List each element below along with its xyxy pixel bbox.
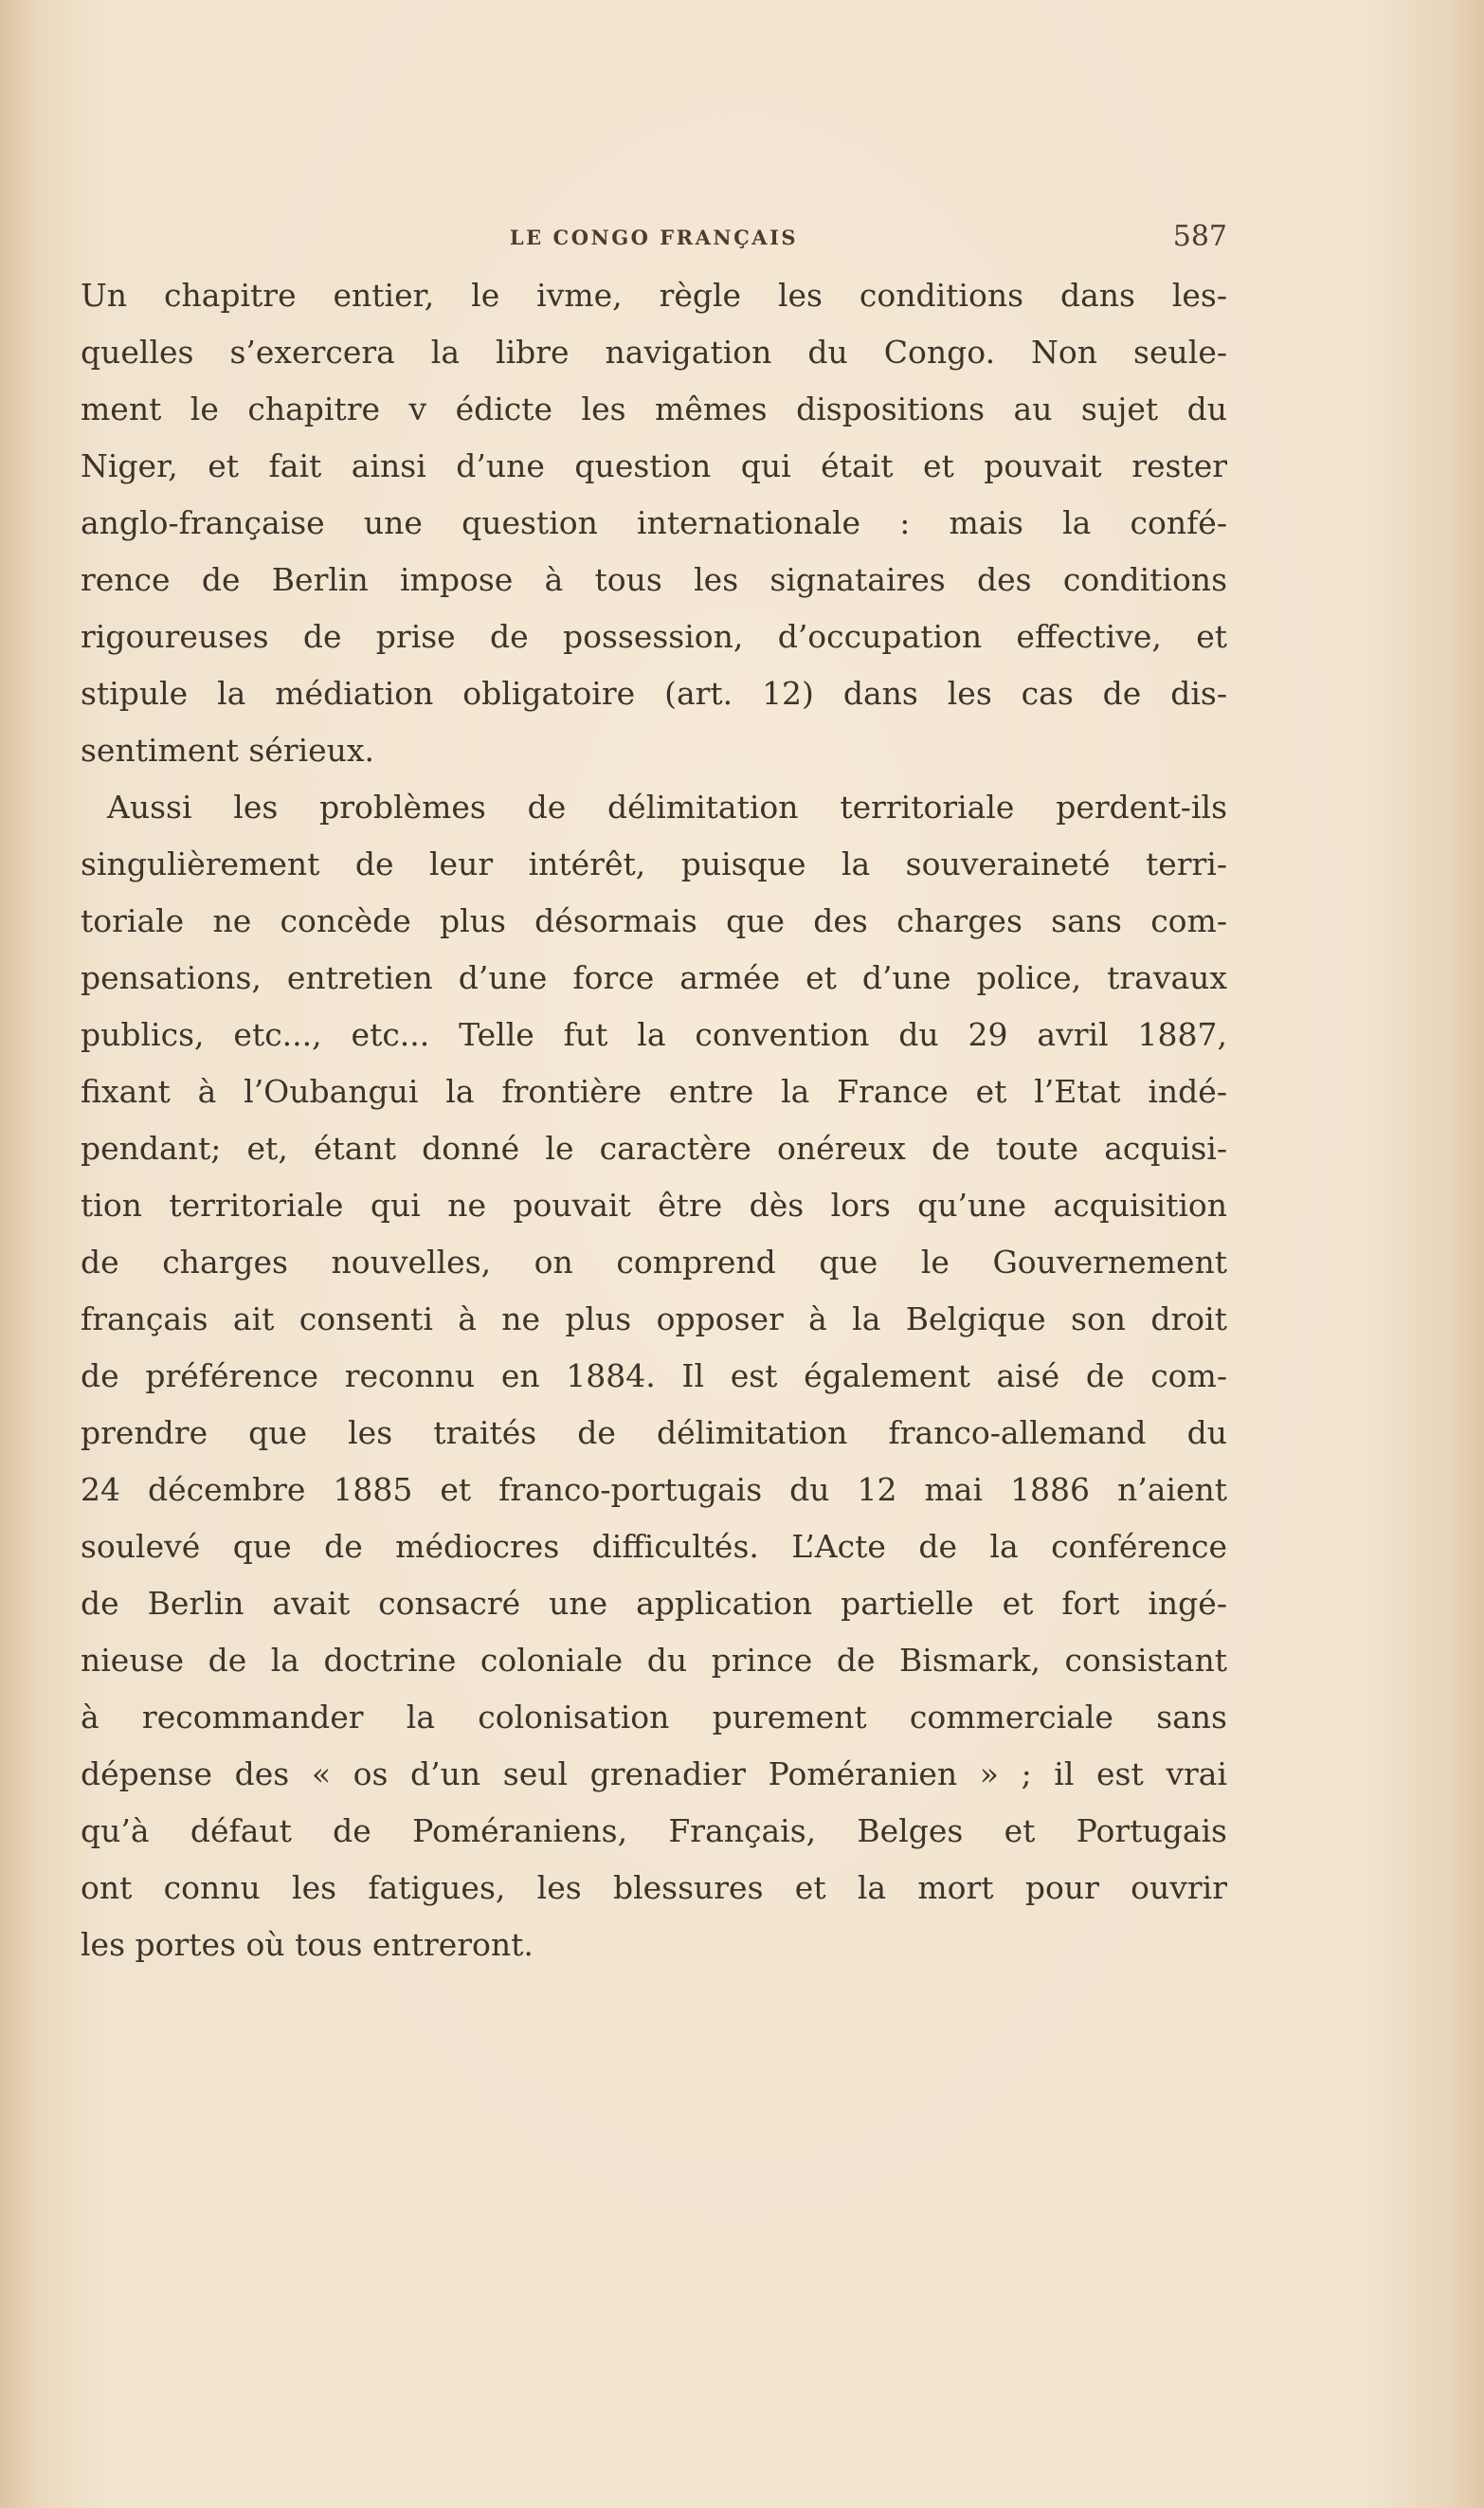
text-line: nieuse de la doctrine coloniale du prince de Bismark, consistant bbox=[81, 1642, 1227, 1679]
text-line: pendant; et, étant donné le caractère onéreux de toute acquisi- bbox=[81, 1130, 1227, 1167]
text-line: à recommander la colonisation purement commerciale sans bbox=[81, 1699, 1227, 1736]
text-line: sentiment sérieux. bbox=[81, 732, 375, 769]
text-line: ment le chapitre v édicte les mêmes dispositions au sujet du bbox=[81, 391, 1227, 427]
text-line: toriale ne concède plus désormais que des charges sans com- bbox=[81, 902, 1227, 939]
text-line: de préférence reconnu en 1884. Il est également aisé de com- bbox=[81, 1357, 1227, 1394]
text-line: 24 décembre 1885 et franco-portugais du 12 mai 1886 n’aient bbox=[81, 1471, 1227, 1508]
text-line: tion territoriale qui ne pouvait être dès lors qu’une acquisition bbox=[81, 1187, 1227, 1224]
text-line: prendre que les traités de délimitation franco-allemand du bbox=[81, 1414, 1227, 1451]
text-line: les portes où tous entreront. bbox=[81, 1926, 534, 1963]
text-line: pensations, entretien d’une force armée et d’une police, travaux bbox=[81, 959, 1227, 996]
text-line: de charges nouvelles, on comprend que le Gouvernement bbox=[81, 1244, 1227, 1281]
text-line: Aussi les problèmes de délimitation territoriale perdent-ils bbox=[107, 789, 1227, 826]
text-line: ont connu les fatigues, les blessures et la mort pour ouvrir bbox=[81, 1869, 1227, 1906]
text-line: de Berlin avait consacré une application partielle et fort ingé- bbox=[81, 1585, 1227, 1622]
text-line: qu’à défaut de Poméraniens, Français, Belges et Portugais bbox=[81, 1812, 1227, 1849]
text-line: rigoureuses de prise de possession, d’occupation effective, et bbox=[81, 618, 1227, 655]
text-line: quelles s’exercera la libre navigation du Congo. Non seule- bbox=[81, 334, 1227, 371]
text-line: anglo-française une question internationale : mais la confé- bbox=[81, 504, 1227, 541]
text-line: publics, etc..., etc... Telle fut la convention du 29 avril 1887, bbox=[81, 1016, 1227, 1053]
running-title: LE CONGO FRANÇAIS bbox=[509, 226, 799, 249]
text-line: stipule la médiation obligatoire (art. 12) dans les cas de dis- bbox=[81, 675, 1227, 712]
text-line: Niger, et fait ainsi d’une question qui était et pouvait rester bbox=[81, 447, 1227, 484]
page-header bbox=[81, 220, 1227, 258]
text-line: fixant à l’Oubangui la frontière entre la France et l’Etat indé- bbox=[81, 1073, 1227, 1110]
text-line: rence de Berlin impose à tous les signataires des conditions bbox=[81, 561, 1227, 598]
text-line: dépense des « os d’un seul grenadier Poméranien » ; il est vrai bbox=[81, 1755, 1227, 1792]
text-line: soulevé que de médiocres difficultés. L’Acte de la conférence bbox=[81, 1528, 1227, 1565]
paragraph-1 bbox=[81, 267, 1227, 779]
body-text bbox=[81, 267, 1227, 1973]
text-line: singulièrement de leur intérêt, puisque la souveraineté terri- bbox=[81, 845, 1227, 882]
page-number: 587 bbox=[1172, 220, 1227, 253]
text-line: Un chapitre entier, le ivme, règle les conditions dans les- bbox=[81, 277, 1227, 314]
paragraph-2 bbox=[81, 779, 1227, 1973]
text-line: français ait consenti à ne plus opposer à la Belgique son droit bbox=[81, 1300, 1227, 1337]
